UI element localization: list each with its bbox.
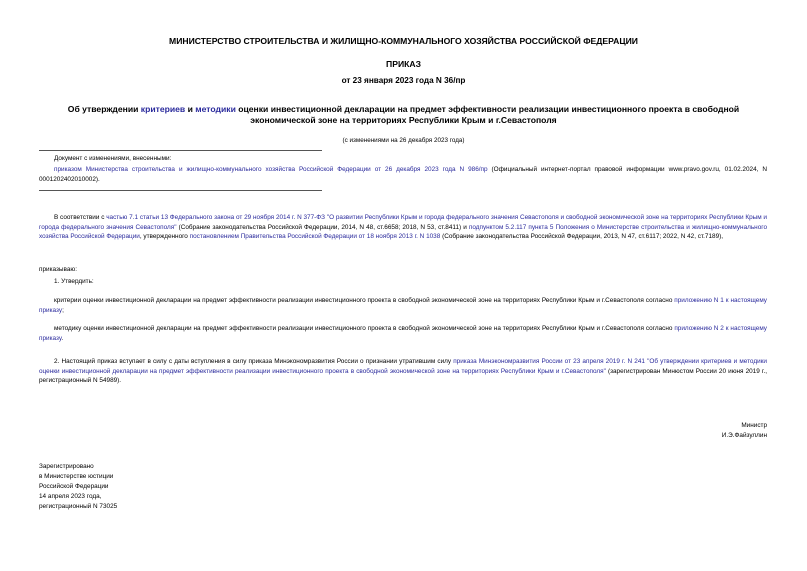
divider — [39, 190, 322, 191]
registration-line: регистрационный N 73025 — [39, 503, 118, 510]
methodology-paragraph: методику оценки инвестиционной декларации на предмет эффективности реализации инвестиционного проекта в свободной экономической зоне на территориях Республики Крым и г.Севастополя согласно приложению N 2 к настоящему приказу. — [39, 325, 767, 342]
changes-note: (с изменениями на 26 декабря 2023 года) — [342, 137, 465, 144]
criteria-link[interactable]: критериев — [140, 104, 186, 114]
document-title: Об утверждении критериев и методики оценки инвестиционной декларации на предмет эффективности реализации инвестиционного проекта в свободной экономической зоне на территориях Республики Крым и г.Севастополя — [67, 104, 740, 125]
signature-position: Министр — [741, 422, 767, 429]
revision-label: Документ с изменениями, внесенными: — [54, 155, 172, 162]
item-2-paragraph: 2. Настоящий приказ вступает в силу с даты вступления в силу приказа Минэкономразвития России о признании утратившим силу приказа Минэкономразвития России от 23 апреля 2019 г. N 241 "Об утверждении критериев и методики оценки инвестиционной декларации на предмет эффективности реализации инвестиционного проекта в свободной экономической зоне на территориях Республики Крым и г.Севастополя" (зарегистрирован Минюстом России 20 июня 2019 г., регистрационный N 54989). — [39, 358, 768, 385]
appendix-1-link[interactable]: приложению N 1 к настоящему приказу — [39, 297, 767, 314]
order-word: приказываю: — [39, 266, 77, 273]
revision-text: приказом Министерства строительства и жилищно-коммунального хозяйства Российской Федерации от 26 декабря 2023 года N 986/пр (Официальный интернет-портал правовой информации www.pravo.gov.ru, 01.02.2024, N 0001202402010002). — [39, 166, 767, 183]
revision-link[interactable]: приказом Министерства строительства и жилищно-коммунального хозяйства Российской Федерации от 26 декабря 2023 года N 986/пр — [54, 166, 488, 173]
registration-line: Зарегистрировано — [39, 463, 94, 470]
appendix-2-link[interactable]: приложению N 2 к настоящему приказу — [39, 325, 767, 342]
item-1: 1. Утвердить: — [54, 278, 94, 285]
divider — [39, 150, 322, 151]
methodology-link[interactable]: методики — [195, 104, 236, 114]
repealed-order-link[interactable]: приказа Минэкономразвития России от 23 апреля 2019 г. N 241 "Об утверждении критериев и методики оценки инвестиционной декларации на предмет эффективности реализации инвестиционного проекта в свободной экономической зоне на территориях Республики Крым и г.Севастополя" — [39, 358, 768, 375]
registration-line: 14 апреля 2023 года, — [39, 493, 102, 500]
date-number: от 23 января 2023 года N 36/пр — [341, 76, 466, 85]
regulation-link[interactable]: подпунктом 5.2.117 пункта 5 Положения о Министерстве строительства и жилищно-коммунального хозяйства Российской Федерации — [39, 223, 768, 241]
registration-line: Российской Федерации — [39, 483, 109, 490]
preamble-paragraph: В соответствии с частью 7.1 статьи 13 Федерального закона от 29 ноября 2014 г. N 377-ФЗ "О развитии Республики Крым и города федерального значения Севастополя и свободной экономической зоне на территориях Республики Крым и города федерального значения Севастополя" (Собрание законодательства Российской Федерации, 2014, N 48, ст.6658; 2018, N 53, ст.8411) и подпунктом 5.2.117 пункта 5 Положения о Министерстве строительства и жилищно-коммунального хозяйства Российской Федерации, утвержденного постановлением Правительства Российской Федерации от 18 ноября 2013 г. N 1038 (Собрание законодательства Российской Федерации, 2013, N 47, ст.6117; 2022, N 42, ст.7189), — [39, 214, 768, 241]
doc-type-heading: ПРИКАЗ — [386, 59, 421, 69]
government-decree-link[interactable]: постановлением Правительства Российской Федерации от 18 ноября 2013 г. N 1038 — [189, 233, 441, 241]
signature-name: И.Э.Файзуллин — [721, 432, 767, 439]
registration-line: в Министерстве юстиции — [39, 473, 114, 480]
criteria-paragraph: критерии оценки инвестиционной декларации на предмет эффективности реализации инвестиционного проекта в свободной экономической зоне на территориях Республики Крым и г.Севастополя согласно приложению N 1 к настоящему приказу; — [39, 297, 767, 314]
federal-law-link[interactable]: частью 7.1 статьи 13 Федерального закона от 29 ноября 2014 г. N 377-ФЗ "О развитии Республики Крым и города федерального значения Севастополя и свободной экономической зоне на территориях Республики Крым и города федерального значения Севастополя" — [39, 214, 768, 231]
ministry-heading: МИНИСТЕРСТВО СТРОИТЕЛЬСТВА И ЖИЛИЩНО-КОММУНАЛЬНОГО ХОЗЯЙСТВА РОССИЙСКОЙ ФЕДЕРАЦИИ — [169, 36, 638, 46]
